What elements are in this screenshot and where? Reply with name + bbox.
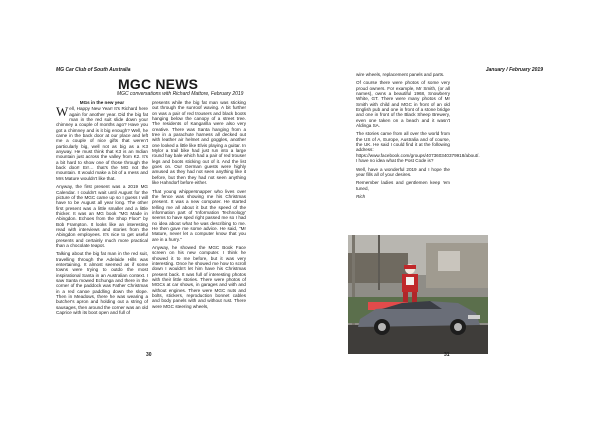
drop-cap: W: [56, 104, 69, 120]
paragraph: That young whippersnapper who lives over the fence was showing me his Christmas present. It was a new computer. He started telling me all about it but the speed of the information part of 'Information Technology' seems to have sped right passed me so I had no idea about what he was describing to me. He then gave me some advice. He said, "Mr Mature, never let a computer know that you are in a hurry.": [152, 188, 246, 242]
article-column-2: [152, 100, 246, 312]
article-column-3: [356, 72, 480, 202]
article-subtitle: MGC conversations with Richard Mattore, February 2019: [117, 91, 244, 97]
photo-illustration: [348, 235, 488, 354]
santa-on-car-photo: [348, 235, 488, 354]
paragraph: Talking about the big fat man in the red suit, travelling through the Adelaide Hills was entertaining. It almost seemed as if some towns were trying to outdo the most inspirational Santa in an Australian context. I saw Santa mowed Echunga and there in the corner of the paddock was Father Christmas in a red canoe paddling down the slope. Then in Meadows, there he was wearing a butcher's apron and holding out a string of sausages, then around the corner was an old Caprice with its boot open and full of: [56, 251, 148, 316]
paragraph: The stories came from all over the world from the US of A, Europe, Australia and of course, the UK. He said I could find it at the following address: https://www.facebook.com/groups/407360340379918/about/. I have no idea what the Post Code is?: [356, 131, 480, 164]
paragraph: wire wheels, replacement panels and parts.: [356, 72, 445, 77]
article-column-1: [56, 100, 148, 318]
club-name-header: MG Car Club of South Australia: [56, 67, 131, 73]
paragraph: Anyway, he showed the MGC Book Face screen on his new computer. I think he showed it to me before, but it was very interesting. Once he showed me how to scroll down I wouldn't let him have his Christmas present back. It was full of interesting photos with their little stories. There were photos of MGCs at car shows, in garages and with and without engines. There were MGC nuts and bolts, stickers, reproduction bonnet cables and body panels with and without rust. There were MGC steering wheels,: [152, 244, 246, 309]
issue-date-header: January / February 2019: [485, 67, 543, 73]
section-heading: MGs in the new year: [79, 100, 125, 105]
paragraph: [56, 106, 148, 181]
paragraph: Of course there were photos of some very proud owners. For example, Mr Smith, (or all names), owns a beautiful 1968, Snowberry White, GT. There were many photos of Mr Smith with child and MGC in front of an old English pub and one in front of a stone bridge and one in front of the Black Sheep Brewery, even one taken on a beach and it wasn't Aldinga SA.: [356, 80, 450, 129]
paragraph-text: ell, Happy New Year! It's Richard here again for another year. Did the big fat man in the red suit slide down your chimney a couple of months ago? Have you got a chimney and is it big enough? Well, he came in the back door at our place and left me a couple of nice gifts that weren't particularly big, well not as big as a K3 anyway. He must think that K3 is an Indian mountain just across the valley from K2. It's a bit hard to show one of those through the back door! Err… that's the MG not the mountain. It would make a bit of a mess and Mrs Mature wouldn't like that.: [56, 106, 148, 181]
right-page: [300, 0, 600, 424]
article-title: MGC NEWS: [118, 76, 199, 92]
paragraph: Remember ladies and gentlemen keep 'em tuned,: [356, 180, 450, 191]
paragraph: Well, have a wonderful 2019 and I hope the year fills all of your desires.: [356, 166, 450, 177]
page-number-left: 30: [146, 352, 152, 358]
signature: Rich: [356, 193, 366, 199]
paragraph: presents while the big fat man was sticking out through the sunroof waving. A bit further on was a pair of red trousers and black boots hanging below the canopy of a street tree. The residents of Kangarilla were also very creative. There was Santa hanging from a tree in a parachute harness all decked out with leather air helmet and goggles, another one looked a little like Elvis playing a guitar. In Mylor a trail bike had just run into a large round hay bale which had a pair of red trouser legs and boots sticking out of it. And the list goes on. Our German guests were highly amused as they had not seen anything like it before, but then they had not seen anything like Hahndorf before either.: [152, 100, 246, 186]
page-number-right: 31: [444, 352, 450, 358]
paragraph: Anyway, the first present was a 2019 MG Calendar. I couldn't wait until August for the picture of the MGC came up so I guess I will have to be August all year long. The other first present was a little smaller and a little thicker. It was an MG book "MG Made in Abingdon. Echoes from the Shop Floor" by Bob Frampton. It looks like an interesting read with interviews and stories from the Abingdon employees. It's nice to get useful presents and certainly much more practical than a chocolate teapot.: [56, 184, 148, 248]
